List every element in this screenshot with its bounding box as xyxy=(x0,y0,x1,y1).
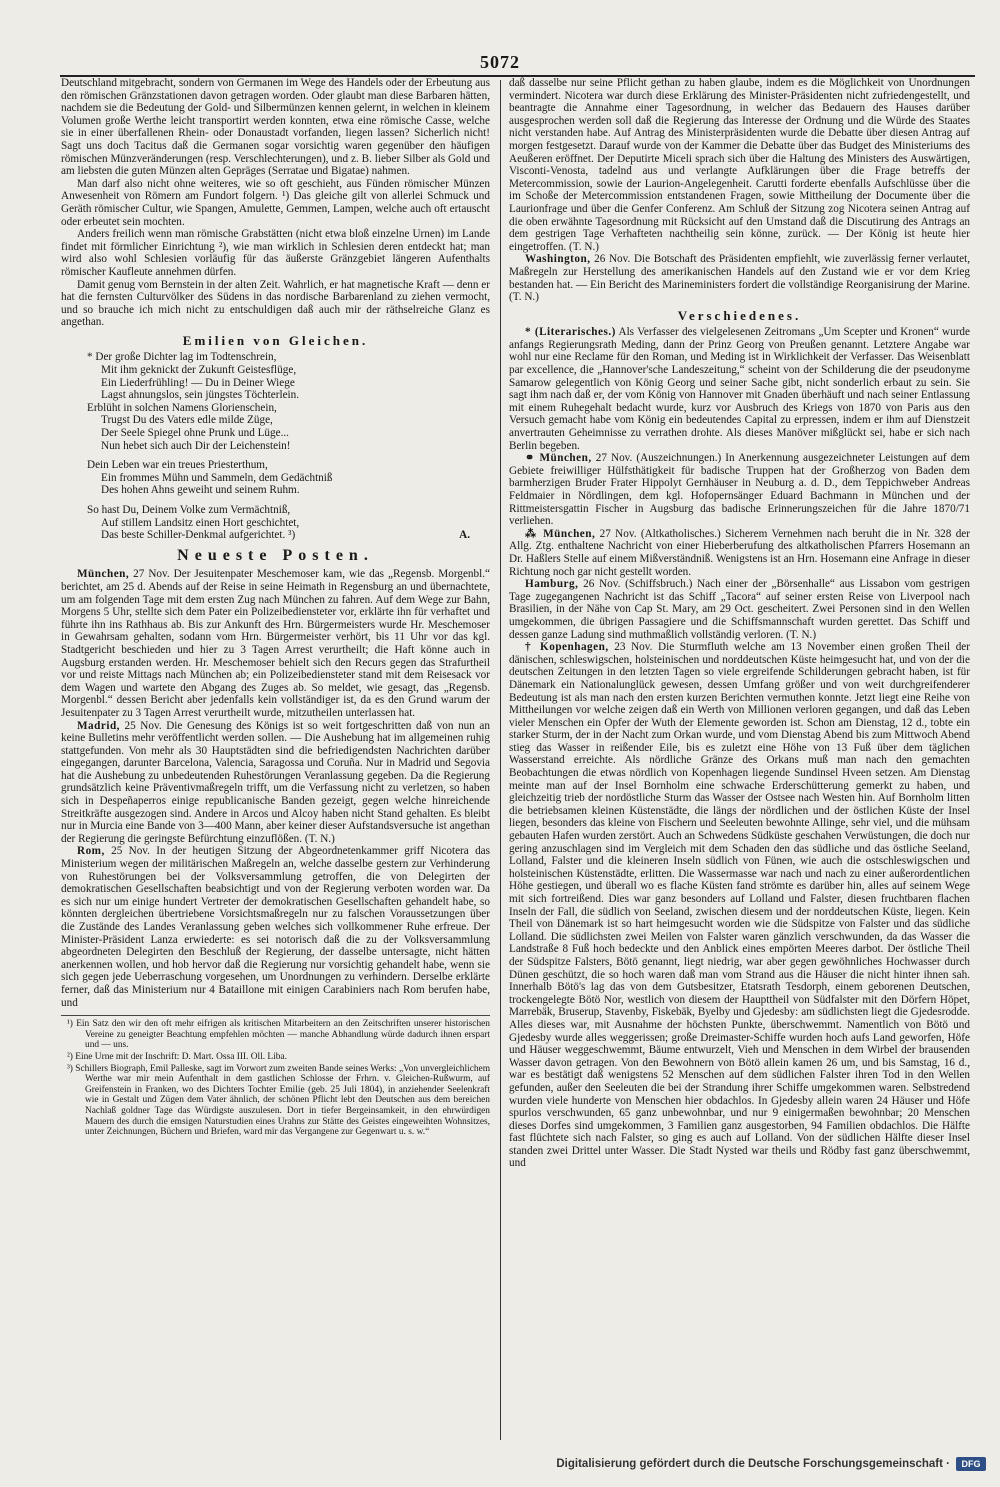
poem-line: Lagst ahnungslos, sein jüngstes Töchterlein. xyxy=(101,389,300,402)
dateline: Hamburg, xyxy=(525,578,579,591)
news-text: 25 Nov. Die Genesung des Königs ist so weit fortgeschritten daß von nun an keine Bulletins mehr veröffentlicht werden sollen. — Die Aushebung hat im allgemeinen ruhig stattgefunden. Von mehr als 30 Hauptstädten sind die befriedigendsten Nachrichten darüber eingegangen, darunter Barcelona, Valencia, Saragossa und Coruña. Nur in Madrid und Segovia hat die Aushebung zu unbedeutenden Ruhestörungen Veranlassung gegeben. Da die Regierung grundsätzlich keine Präventivmaßregeln trifft, um die Verfassung nicht zu verletzen, so haben sich in Despeñaperros einige republicanische Banden gezeigt, gegen welche hinreichende Streitkräfte ausgezogen sind. Andere in Arcos und Alcoy haben nicht Stand gehalten. Es bleibt nur in Murcia eine Bande von 3—400 Mann, aber keiner dieser Aufstandsversuche ist angethan der Regierung die geringste Befürchtung einzuflößen. (T. N.) xyxy=(61,719,490,845)
poem-last-line: Das beste Schiller-Denkmal aufgerichtet. ³) xyxy=(101,529,296,542)
footnotes xyxy=(61,1015,490,1138)
intro-paragraph: Anders freilich wenn man römische Grabstätten (nicht etwa bloß einzelne Urnen) im Lande findet mit förmlicher Einrichtung ²), wie man wirklich in Schlesien deren entdeckt hat; man wird also wohl Schlesien vorläufig für das äußerste Gränzgebiet längeren Aufenthalts römischer Kaufleute annehmen dürfen. xyxy=(61,228,490,278)
right-column xyxy=(509,77,970,1437)
dateline: ⁂ München, xyxy=(525,527,596,540)
footnote: ¹) Ein Satz den wir den oft mehr eifrigen als kritischen Mitarbeitern an den Zeitschriften unserer historischen Vereine zu geneigter Beachtung empfehlen möchten — manche Abhandlung würde dadurch ihnen erspart und — uns. xyxy=(67,1019,490,1051)
poem-line: Mit ihm geknickt der Zukunft Geistesflüge, xyxy=(101,364,297,377)
news-item-munich xyxy=(61,568,490,719)
news-item-rome xyxy=(61,845,490,1009)
misc-text: 23 Nov. Die Sturmfluth welche am 13 November einen großen Theil der dänischen, schleswigschen, holsteinischen und norddeutschen Küste heimgesucht hat, und von der die deutschen Zeitungen in den letzten Tagen so viele ergreifende Schilderungen gebracht haben, ist für Dänemark ein Nationalunglück gewesen, dessen Umfang größer und von weit durchgreifenderer Bedeutung ist als man nach den ersten kurzen Berichten vermuthen konnte. Jetzt liegt eine Reihe von Mittheilungen vor welche zeigen daß ein Werth von Millionen verloren gegangen, und daß das Leben vieler Menschen ein Opfer der Wuth der Elemente geworden ist. Schon am Dienstag, 12 d., tobte ein starker Sturm, der in der Nacht zum Orkan wurde, und vom Dienstag Abend bis zum Mittwoch Abend stieg das Wasser in reißender Eile, bis es zuletzt eine Höhe von 13 Fuß über dem täglichen Wasserstand erreichte. Als nördliche Gränze des Orkans muß man nach den gemachten Beobachtungen die etwas nördlich von Kopenhagen liegende Sundinsel Hveen setzen. Am Dienstag meinte man auf der Insel Bornholm eine schwache Erderschütterung gemerkt zu haben, und gleichzeitig trieb der nordöstliche Sturm das Wasser der Ostsee nach Westen hin. Auf Bornholm litten die betriebsamen kleinen Küstenstädte, die längs der nördlichen und der östlichen Küste der Insel liegen, besonders das kleine von Fischern und Seeleuten bewohnte Allinge, sehr viel, und die mühsam gebauten Hafen wurden zerstört. Auch an Schwedens Südküste geschahen Verwüstungen, die doch nur gering anzuschlagen sind im Vergleich mit dem Schaden den das südliche und das östliche Seeland, Lolland, Falster und die kleineren Inseln südlich von Fünen, wie auch die ostschleswigschen und holsteinischen Küstenstädte, erlitten. Die Wassermasse war nach und nach zu einer außerordentlichen Höhe gestiegen, und überall wo es flache Küsten fand strömte es darüber hin, alles auf seinem Wege mit sich fortreißend. Dies war ganz besonders auf Lolland und Falster, diesen fruchtbaren flachen Inseln der Fall, die südlich von Seeland, zwischen diesem und der norddeutschen Küste, liegen. Kein Theil von Dänemark ist so hart heimgesucht worden wie die Südspitze von Falster und das südliche Lolland. Die südlichsten zwei Meilen von Falster waren gänzlich verschwunden, da das Wasser die Landstraße 8 Fuß hoch bedeckte und den Anblick eines empörten Meeres darbot. Der östliche Theil der Südspitze Falsters, Bötö genannt, liegt niedrig, war aber gegen gewöhnliches Hochwasser durch Dünen geschützt, die so hoch waren daß man vom Strand aus die Häuser die nicht hinter ihnen sah. Innerhalb Bötö's lag das von dem Gutsbesitzer, Etatsrath Tesdorph, einem geborenen Deutschen, trockengelegte Bötö Nor, westlich von diesem der Haupttheil von Südfalster mit den Dörfern Höpet, Marrebäk, Bruserup, Stavenby, Fiskebäk, Byelby und Gjedesby: am südlichsten liegt die Gjedesrodde. Alles dieses war, mit Ausnahme der höchsten Punkte, überschwemmt. Namentlich von Bötö und Gjedesby wurde alles weggerissen; große Dreimaster-Schiffe wurden hoch aufs Land geworfen, Höfe und Häuser weggeschwemmt, Bäume entwurzelt, Vieh und Menschen in dem Wirbel der brausenden Wasser davon getragen. Von den Bewohnern von Bötö allein kamen 26 um, und bis Samstag, 16 d., war es bestätigt daß wenigstens 52 Menschen auf dem südlichen Falster ihren Tod in den Wellen gefunden, außer den Seeleuten die bei der Strandung ihrer Schiffe umgekommen waren. Selbstredend wurden viele hunderte von Menschen hier obdachlos. In Gjedesby allein waren 24 Häuser und Höfe spurlos verschwunden, 65 ganz unbewohnbar, und nur 9 einigermaßen bewohnbar; 20 Menschen dieses Dorfes sind umgekommen, 3 Familien ganz ausgestorben, 94 Familien obdachlos. Die Hälfte fast flüchtete sich nach Falster, so ging es auch auf Lolland. Von der südlichen Hälfte dieser Insel standen zwei Drittel unter Wasser. Die Stadt Nysted war theils und Rödby fast ganz überschwemmt, und xyxy=(509,641,970,1170)
digitization-credit xyxy=(556,1457,986,1471)
poem-signature: A. xyxy=(459,529,470,542)
misc-item-literary xyxy=(509,326,970,452)
column-divider xyxy=(500,80,501,1440)
poem-line xyxy=(87,529,490,542)
news-text: 26 Nov. Die Botschaft des Präsidenten empfiehlt, wie zuverlässig ferner verlautet, Maßregeln zur Herstellung des amerikanischen Handels auf den Zustand wie er vor dem Krieg bestanden hat. — Ein Bericht des Marineministers fordert die vollständige Reorganisirung der Marine. (T. N.) xyxy=(509,253,970,304)
poem-line: Des hohen Ahns geweiht und seinem Ruhm. xyxy=(101,484,300,497)
poem-line: Erblüht in solchen Namens Glorienschein, xyxy=(87,401,277,414)
poem-line: Ein frommes Mühn und Sammeln, dem Gedächtniß xyxy=(101,471,333,484)
poem-line: Der Seele Spiegel ohne Prunk und Lüge... xyxy=(101,427,289,440)
dateline: Madrid, xyxy=(77,719,120,732)
intro-paragraph: Damit genug vom Bernstein in der alten Zeit. Wahrlich, er hat magnetische Kraft — denn er hat die fernsten Culturvölker des Südens in das nordische Barbarenland zu ziehen vermocht, und so brauche ich mich nicht zu entschuldigen daß auch mir der räthselreiche Glanz es angethan. xyxy=(61,278,490,329)
page-number: 5072 xyxy=(480,52,520,72)
misc-item-copenhagen xyxy=(509,641,970,1170)
news-text: 25 Nov. In der heutigen Sitzung der Abgeordnetenkammer griff Nicotera das Ministerium wegen der militärischen Maßregeln an, welche dasselbe gestern zur Verhinderung von Ruhestörungen bei der Volksversammlung getroffen, die von Delegirten der demokratischen Gesellschaften beabsichtigt und von der Regierung verboten worden war. Da es sich nur um einige hundert Vertreter der demokratischen Gesellschaften gehandelt habe, so könnten dergleichen übertriebene Vorsichtsmaßregeln nur zu falschen Voraussetzungen über die Zustände des Landes Veranlassung geben welches sich vollkommener Ruhe erfreue. Der Minister-Präsident Lanza erwiederte: es sei notorisch daß die zu der Volksversammlung abgeordneten Delegirten den Beschluß der Regierung, der dasselbe untersagte, nicht hätten anerkennen wollen, und hob hervor daß die Regierung nur vorsichtig gehandelt habe, wenn sie sich gegen jede Ueberraschung vorgesehen, um Unordnungen zu verhindern. Derselbe erklärte ferner, daß das Ministerium nur 4 Bataillone mit einigen Carabiniers nach Rom berufen habe, und xyxy=(61,845,490,1009)
poem-line: Trugst Du des Vaters edle milde Züge, xyxy=(101,414,273,427)
dateline: ⚭ München, xyxy=(525,452,592,465)
misc-text: 27 Nov. (Auszeichnungen.) In Anerkennung ausgezeichneter Leistungen auf dem Gebiete freiwilliger Hülfsthätigkeit für badische Truppen hat der Großherzog von Baden dem barmherzigen Bruder Frater Hippolyt Gernhäuser in Neuburg a. d. D., dem Teppichweber Andreas Feldmaier in Nördlingen, dem kgl. Hofopernsänger Eduard Bachmann in München und der Rittmeistersgattin Fischer in Augsburg das badische Erinnerungszeichen für die Jahre 1870/71 verliehen. xyxy=(509,452,970,528)
dateline: Washington, xyxy=(525,253,591,266)
poem-line: * Der große Dichter lag im Todtenschrein, xyxy=(87,351,277,364)
poem-line: Nun hebet sich auch Dir der Leichenstein! xyxy=(101,439,291,452)
news-section-title: Neueste Posten. xyxy=(177,546,374,564)
dateline: † Kopenhagen, xyxy=(525,641,609,654)
poem-line: Ein Liederfrühling! — Du in Deiner Wiege xyxy=(101,376,295,389)
misc-text: 27 Nov. (Altkatholisches.) Sicherem Vernehmen nach beruht die in Nr. 328 der Allg. Ztg. enthaltene Nachricht von einer Hieberberufung des altkatholischen Pfarrers Hosemann an Dr. Haßlers Stelle auf einem Mißverständniß. Wenigstens ist an Hrn. Hosemann eine Anfrage in dieser Richtung noch gar nicht gestellt worden. xyxy=(509,527,970,578)
dfg-logo: DFG xyxy=(956,1457,986,1471)
misc-item-oldcatholic xyxy=(509,528,970,578)
rome-continuation: daß dasselbe nur seine Pflicht gethan zu haben glaube, indem es die Möglichkeit von Unordnungen vermindert. Nicotera war durch diese Erklärung des Minister-Präsidenten nicht zufriedengestellt, und beantragte die Annahme einer Tagesordnung, in welcher das Bedauern des Hauses darüber ausgesprochen werden soll daß die Regierung das Interesse der Ordnung und die Würde des Staates nicht verstanden habe. Auf Antrag des Ministerpräsidenten wurde die Debatte über diesen Antrag auf morgen festgesetzt. Darauf wurde von der Kammer die Debatte über das Budget des Ministeriums des Aeußeren eröffnet. Der Deputirte Miceli sprach sich über die Haltung des Ministers des Auswärtigen, Visconti-Venosta, tadelnd aus und verlangte Aufklärungen über die Frage betreffs der Metercommission, sowie der Laurion-Angelegenheit. Carutti forderte ebenfalls Aufschlüsse über die im Schoße der Metercommission entstandenen Fragen, sowie Mittheilung der Documente über die Laurionfrage und über die Genfer Conferenz. Am Schluß der Sitzung zog Nicotera seinen Antrag auf die oben erwähnte Tagesordnung mit Rücksicht auf den Umstand daß die Discutirung des Antrags an dem gestrigen Tage Verhafteten nachtheilig sein könne, zurück. — Der König ist heute hier eingetroffen. (T. N.) xyxy=(509,77,970,253)
misc-item-hamburg xyxy=(509,578,970,641)
intro-paragraph: Man darf also nicht ohne weiteres, wie so oft geschieht, aus Fünden römischer Münzen Anwesenheit von Römern am Fundort folgern. ¹) Das gleiche gilt von allerlei Schmuck und Geräth römischer Cultur, wie Spangen, Amulette, Gemmen, Lampen, welche auch oft ertauscht oder erbeutet sein mochten. xyxy=(61,177,490,228)
poem-line: Auf stillem Landsitz einen Hort geschichtet, xyxy=(101,516,300,529)
credit-text: Digitalisierung gefördert durch die Deutsche Forschungsgemeinschaft · xyxy=(556,1458,950,1470)
news-item-madrid xyxy=(61,720,490,846)
misc-text: 26 Nov. (Schiffsbruch.) Nach einer der „Börsenhalle“ aus Lissabon vom gestrigen Tage zugegangenen Nachricht ist das Schiff „Tacora“ auf seiner ersten Reise von Liverpool nach Brasilien, in der Nähe von Cap St. Mary, am 29 Oct. gescheitert. Zwei Personen sind in den Wellen umgekommen, die übrigen Passagiere und die Schiffsmannschaft wurden gerettet. Das Schiff und dessen ganze Ladung sind muthmaßlich vollständig verloren. (T. N.) xyxy=(509,578,970,641)
footnote: ²) Eine Urne mit der Inschrift: D. Mart. Ossa III. Oll. Liba. xyxy=(67,1051,287,1062)
left-column xyxy=(61,77,490,1437)
dateline: * (Literarisches.) xyxy=(525,326,616,339)
misc-text: Als Verfasser des vielgelesenen Zeitromans „Um Scepter und Kronen“ wurde anfangs Regierungsrath Meding, dann der Prinz Georg von Preußen genannt. Letztere Angabe war wohl nur eine Reclame für den Roman, und Meding ist in Wirklichkeit der Verfasser. Das Weisenblatt par excellence, die „Hannover'sche Landeszeitung,“ scheint von der Schilderung die der pseudonyme Samarow gelegentlich von König Georg und seiner Sache gibt, nicht sonderlich erbaut zu sein. Sie sagt ihm nach daß er, der vom König von Hannover mit Gnaden überhäuft und nach seiner Entlassung mit einem Ruhegehalt bedacht wurde, kurz vor Ausbruch des Kriegs von 1870 von Paris aus den Versuch gemacht habe vom König ein bedeutendes Capital zu erpressen, indem er ihm auf Dienstzeit anvertrauten Geheimnisse zu verrathen drohte. Als dieses Manöver mißglückt sei, habe er sich nach Berlin begeben. xyxy=(509,326,970,452)
intro-paragraph: Deutschland mitgebracht, sondern von Germanen im Wege des Handels oder der Erbeutung aus den römischen Gränzstationen davon getragen worden. Oder glaubt man diese Barbaren hätten, nachdem sie die Bedeutung der Gold- und Silbermünzen kennen gelernt, in welchen in kleinem Volumen große Werthe leicht transportirt werden konnten, etwa eine römische Casse, welche sie in einer überfallenen Rhein- oder Donaustadt vorfanden, liegen lassen? Sicherlich nicht! Sagt uns doch Tacitus daß die Germanen sogar vorsichtig waren gegenüber den häufigen römischen Münzveränderungen (resp. Verschlechterungen), und z. B. lieber Silber als Gold und am liebsten die guten Münzen alten Gepräges (Serratae und Bigatae) nahmen. xyxy=(61,77,490,178)
poem-line: Dein Leben war ein treues Priesterthum, xyxy=(87,459,268,472)
poem xyxy=(61,351,490,541)
dateline: Rom, xyxy=(77,845,105,858)
news-text: 27 Nov. Der Jesuitenpater Meschemoser kam, wie das „Regensb. Morgenbl.“ berichtet, am 25 d. Abends auf der Reise in seine Heimath in Regensburg an und übernachtete, um am folgenden Tage mit dem ersten Zug nach München zu fahren. Auf dem Wege zur Bahn, Morgens 5 Uhr, stellte sich dem Pater ein Polizeibediensteter vor, erklärte ihn für verhaftet und führte ihn ins Rathhaus ab. Bis zur Ankunft des Hrn. Bürgermeisters wurde Hr. Meschemoser in Gewahrsam gehalten, sodann vom Hrn. Bürgermeister verhört, bis 11 Uhr vor das kgl. Stadtgericht beschieden und hier zu 3 Tagen Arrest verurtheilt; die Haft könne auch in Augsburg erstanden werden. Hr. Meschemoser behielt sich den Recurs gegen das Strafurtheil vor und reiste Mittags nach München ab; ein Polizeibediensteter stand mit dem Reisesack vor dem Wagen und wartete den Abgang des Zuges ab. So meldet, wie gesagt, das „Regensb. Morgenbl.“ dessen Bericht aber jedenfalls kein vollständiger ist, da es den Grund warum der Jesuitenpater zu 3 Tagen Arrest verurtheilt wurde, mitzutheilen unterlassen hat. xyxy=(61,568,490,719)
poem-line: So hast Du, Deinem Volke zum Vermächtniß, xyxy=(87,504,291,516)
news-item-washington xyxy=(509,253,970,303)
misc-section-title: Verschiedenes. xyxy=(677,307,802,323)
misc-item-awards xyxy=(509,452,970,528)
footnote: ³) Schillers Biograph, Emil Palleske, sagt im Vorwort zum zweiten Bande seines Werks: „Von unvergleichlichem Werthe war mir mein Aufenthalt in dem gastlichen Schlosse der Frhrn. v. Gleichen-Rußwurm, auf Greifenstein in Franken, wo des Dichters Tochter Emilie (geb. 25 Juli 1804), in anziehender Seelenkraft wie in Gestalt und Zügen dem Vater ähnlich, der schönen Pflicht lebt den Deutschen aus dem bereichen Nachlaß goldner Tage das Würdigste auszulesen. Dort in tiefer Bergeinsamkeit, in den ehrwürdigen Mauern des durch die emsigen Naturstudien eines Urahns zur Stätte des Geistes eingeweihten Wohnsitzes, unter Zeichnungen, Büchern und Briefen, ward mir das Vergangene zur Gegenwart u. s. w.“ xyxy=(67,1063,490,1138)
dateline: München, xyxy=(77,568,130,581)
poem-title: Emilien von Gleichen. xyxy=(182,332,369,348)
